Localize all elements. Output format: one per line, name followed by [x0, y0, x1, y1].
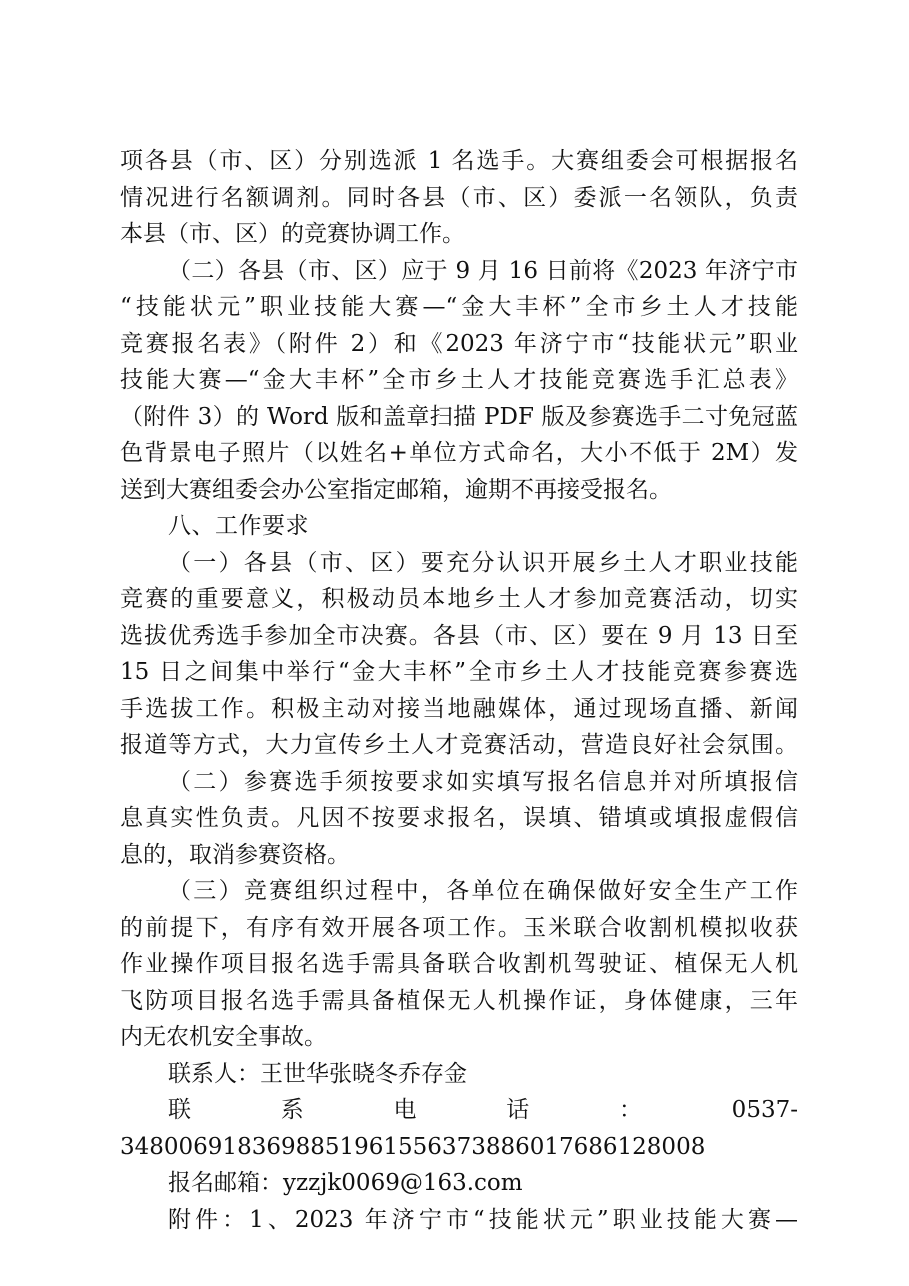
text-line: 本县（市、区）的竞赛协调工作。	[120, 221, 465, 247]
text-line: 的前提下，有序有效开展各项工作。玉米联合收割机模拟收获	[120, 914, 798, 941]
text-line: 竞赛的重要意义，积极动员本地乡土人才参加竞赛活动，切实	[120, 586, 798, 612]
text-line: （二）参赛选手须按要求如实填写报名信息并对所填报信	[168, 768, 798, 795]
text-line: 作业操作项目报名选手需具备联合收割机驾驶证、植保无人机	[120, 951, 798, 977]
text-line: （一）各县（市、区）要充分认识开展乡土人才职业技能	[168, 549, 798, 576]
document-page	[120, 143, 798, 1238]
text-line: 息的，取消参赛资格。	[120, 841, 350, 868]
text-line: “技能状元”职业技能大赛—“金大丰杯”全市乡土人才技能	[120, 294, 798, 320]
text-line: 息真实性负责。凡因不按要求报名，误填、错填或填报虚假信	[120, 805, 798, 831]
text-line: （附件 3）的 Word 版和盖章扫描 PDF 版及参赛选手二寸免冠蓝	[120, 403, 798, 430]
text-line: 报道等方式，大力宣传乡土人才竞赛活动，营造良好社会氛围。	[120, 732, 798, 758]
text-line: 附件：1、2023 年济宁市“技能状元”职业技能大赛—	[168, 1206, 798, 1233]
text-line: 竞赛报名表》（附件 2）和《2023 年济宁市“技能状元”职业	[120, 330, 798, 357]
text-line: 色背景电子照片（以姓名+单位方式命名，大小不低于 2M）发	[120, 440, 798, 466]
text-line: 飞防项目报名选手需具备植保无人机操作证，身体健康，三年	[120, 987, 798, 1014]
text-line: 情况进行名额调剂。同时各县（市、区）委派一名领队，负责	[120, 184, 798, 211]
text-line: 15 日之间集中举行“金大丰杯”全市乡土人才技能竞赛参赛选	[120, 659, 798, 685]
text-line: 送到大赛组委会办公室指定邮箱，逾期不再接受报名。	[120, 476, 672, 503]
text-line: 技能大赛—“金大丰杯”全市乡土人才技能竞赛选手汇总表》	[120, 367, 798, 393]
text-line: 联 系 电 话 ： 0537-	[168, 1097, 798, 1123]
text-line: 项各县（市、区）分别选派 1 名选手。大赛组委会可根据报名	[120, 148, 798, 174]
section-heading: 八、工作要求	[168, 513, 309, 539]
text-line: 报名邮箱：yzzjk0069@163.com	[168, 1170, 523, 1196]
text-line: （三）竞赛组织过程中，各单位在确保做好安全生产工作	[168, 878, 798, 904]
text-line: 3480069183698851961556373886017686128008	[120, 1133, 706, 1160]
text-line: 手选拔工作。积极主动对接当地融媒体，通过现场直播、新闻	[120, 695, 798, 722]
text-line: 选拔优秀选手参加全市决赛。各县（市、区）要在 9 月 13 日至	[120, 622, 798, 649]
text-line: 联系人：王世华张晓冬乔存金	[168, 1060, 467, 1087]
text-line: 内无农机安全事故。	[120, 1024, 327, 1050]
text-line: （二）各县（市、区）应于 9 月 16 日前将《2023 年济宁市	[168, 257, 798, 284]
